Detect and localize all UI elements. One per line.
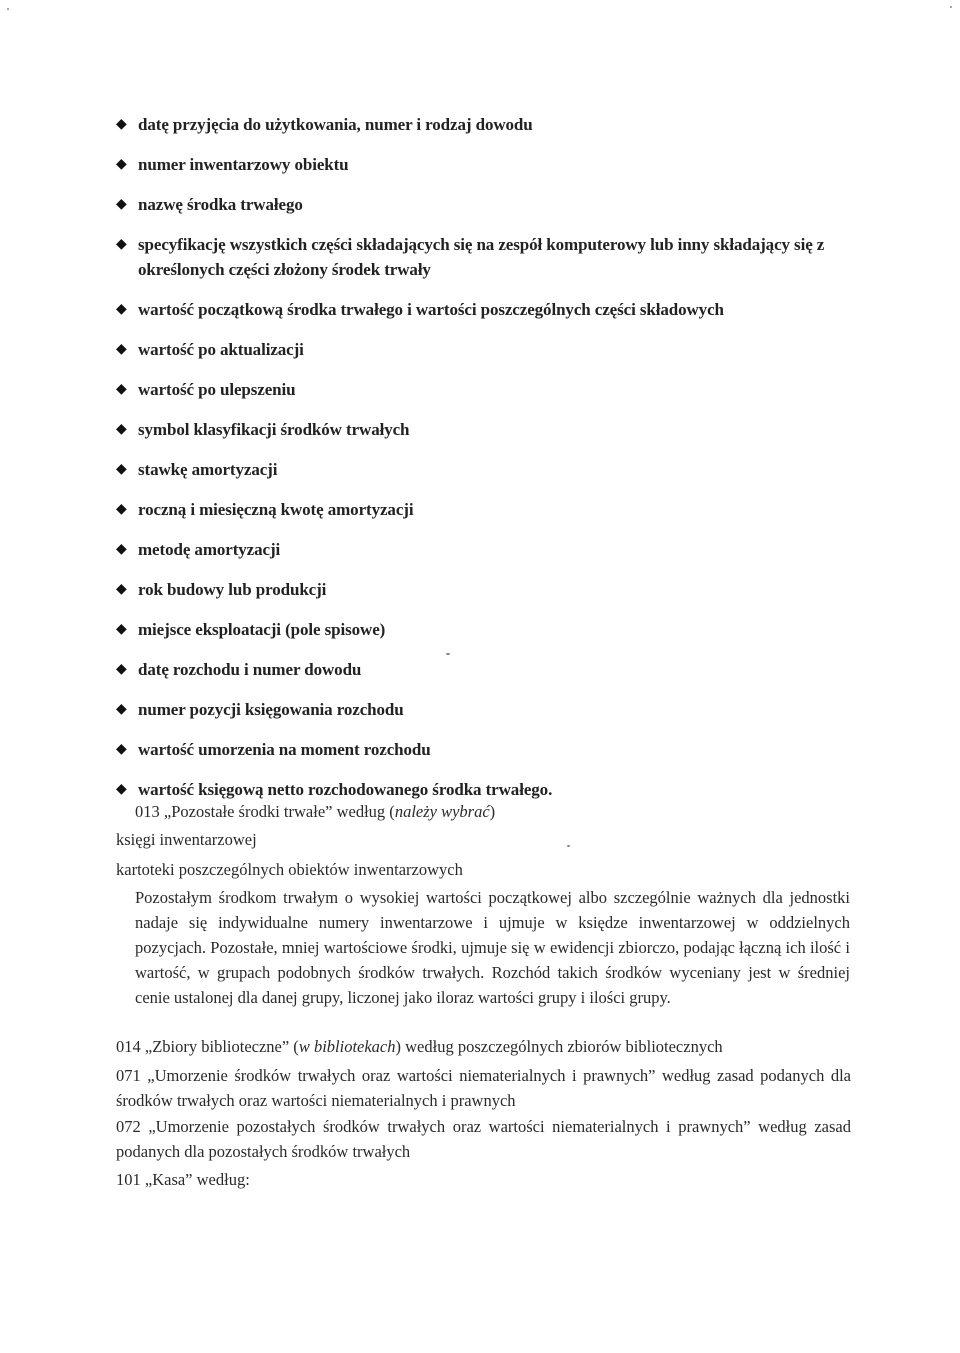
account-014-heading: 014 „Zbiory biblioteczne” (w bibliotekach) według poszczególnych zbiorów bibliotecznych: [116, 1037, 723, 1056]
asset-attributes-list: [116, 112, 856, 806]
diamond-bullet-icon: ◆: [116, 582, 127, 597]
account-072-paragraph: 072 „Umorzenie pozostałych środków trwałych oraz wartości niematerialnych i prawnych” według zasad podanych dla pozostałych środków trwałych: [116, 1117, 851, 1161]
list-item: ◆ numer inwentarzowy obiektu: [116, 152, 856, 177]
list-item: ◆ wartość po aktualizacji: [116, 337, 856, 362]
list-item: ◆ datę rozchodu i numer dowodu: [116, 657, 856, 682]
diamond-bullet-icon: ◆: [116, 382, 127, 397]
diamond-bullet-icon: ◆: [116, 782, 127, 797]
diamond-bullet-icon: ◆: [116, 662, 127, 677]
account-013-italic-note: należy wybrać: [394, 802, 490, 821]
list-item: ◆ symbol klasyfikacji środków trwałych: [116, 417, 856, 442]
list-item: ◆ specyfikację wszystkich części składających się na zespół komputerowy lub inny składający się z określonych części złożony środek trwały: [116, 232, 856, 282]
list-item: ◆ nazwę środka trwałego: [116, 192, 856, 217]
scan-speck: [950, 6, 952, 8]
diamond-bullet-icon: ◆: [116, 237, 127, 252]
list-item: ◆ wartość umorzenia na moment rozchodu: [116, 737, 856, 762]
list-item: ◆ rok budowy lub produkcji: [116, 577, 856, 602]
diamond-bullet-icon: ◆: [116, 197, 127, 212]
list-item: ◆ wartość po ulepszeniu: [116, 377, 856, 402]
body-paragraph: Pozostałym środkom trwałym o wysokiej wartości początkowej albo szczególnie ważnych dla jednostki nadaje się indywidualne numery inwentarzowe i ujmuje w księdze inwentarzowej w oddzielnych pozycjach. Pozostałe, mniej wartościowe środki, ujmuje się w ewidencji zbiorczo, podając łączną ich ilość i wartość, w grupach podobnych środków trwałych. Rozchód takich środków wyceniany jest w średniej cenie ustalonej dla danej grupy, liczonej jako iloraz wartości grupy i ilości grupy.: [135, 888, 850, 1007]
diamond-bullet-icon: ◆: [116, 422, 127, 437]
diamond-bullet-icon: ◆: [116, 302, 127, 317]
option-inventory-cards: kartoteki poszczególnych obiektów inwentarzowych: [116, 860, 463, 879]
list-item: ◆ stawkę amortyzacji: [116, 457, 856, 482]
option-inventory-book: księgi inwentarzowej: [116, 830, 257, 849]
diamond-bullet-icon: ◆: [116, 157, 127, 172]
diamond-bullet-icon: ◆: [116, 342, 127, 357]
list-item: ◆ miejsce eksploatacji (pole spisowe): [116, 617, 856, 642]
diamond-bullet-icon: ◆: [116, 622, 127, 637]
diamond-bullet-icon: ◆: [116, 542, 127, 557]
account-013-heading: 013 „Pozostałe środki trwałe” według (należy wybrać): [135, 802, 496, 821]
diamond-bullet-icon: ◆: [116, 117, 127, 132]
account-014-italic-note: w bibliotekach: [298, 1037, 396, 1056]
list-item: ◆ roczną i miesięczną kwotę amortyzacji: [116, 497, 856, 522]
diamond-bullet-icon: ◆: [116, 462, 127, 477]
diamond-bullet-icon: ◆: [116, 502, 127, 517]
diamond-bullet-icon: ◆: [116, 742, 127, 757]
diamond-bullet-icon: ◆: [116, 702, 127, 717]
list-item: ◆ metodę amortyzacji: [116, 537, 856, 562]
list-item: ◆ wartość początkową środka trwałego i wartości poszczególnych części składowych: [116, 297, 856, 322]
account-071-paragraph: 071 „Umorzenie środków trwałych oraz wartości niematerialnych i prawnych” według zasad podanych dla środków trwałych oraz wartości niematerialnych i prawnych: [116, 1066, 851, 1110]
scan-speck: [7, 8, 9, 10]
scan-speck: [446, 653, 450, 655]
scan-speck: [567, 845, 570, 847]
list-item: ◆ numer pozycji księgowania rozchodu: [116, 697, 856, 722]
list-item: ◆ datę przyjęcia do użytkowania, numer i rodzaj dowodu: [116, 112, 856, 137]
account-101-heading: 101 „Kasa” według:: [116, 1170, 250, 1189]
list-item: ◆ wartość księgową netto rozchodowanego środka trwałego.: [116, 777, 856, 802]
